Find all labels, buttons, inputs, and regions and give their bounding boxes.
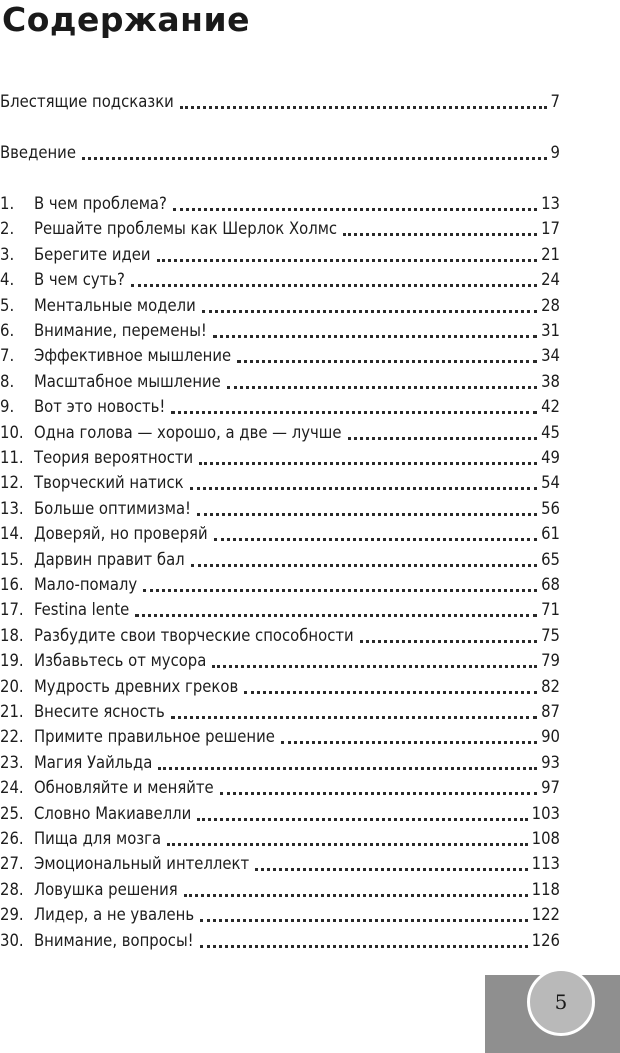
- toc-entry-page: 65: [541, 550, 560, 569]
- toc-entry-title: Внимание, вопросы!: [34, 931, 194, 950]
- toc-entry-number: 5.: [0, 296, 15, 315]
- toc-entry-page: 42: [541, 397, 560, 416]
- toc-entry-page: 79: [541, 651, 560, 670]
- toc-entry-title: Дарвин правит бал: [34, 550, 185, 569]
- toc-entry-title: Внимание, перемены!: [34, 321, 207, 340]
- toc-entry-number: 25.: [0, 804, 24, 823]
- toc-dot-leader: [255, 848, 528, 871]
- toc-entry-page: 87: [541, 702, 560, 721]
- toc-dot-leader: [131, 264, 537, 287]
- toc-entry-page: 45: [541, 423, 560, 442]
- toc-entry-title: Обновляйте и меняйте: [34, 778, 214, 797]
- toc-entry-page: 97: [541, 778, 560, 797]
- toc-dot-leader: [135, 594, 537, 617]
- toc-entry-page: 17: [541, 219, 560, 238]
- toc-entry: [0, 467, 560, 493]
- toc-entry-number: 10.: [0, 423, 24, 442]
- toc-entry-title: Берегите идеи: [34, 245, 151, 264]
- toc-dot-leader: [227, 366, 537, 389]
- toc-entry: [0, 721, 560, 747]
- toc-dot-leader: [237, 340, 537, 363]
- toc-dot-leader: [171, 391, 537, 414]
- toc-entry: [0, 290, 560, 316]
- toc-entry: [0, 86, 560, 112]
- toc-entry: [0, 239, 560, 265]
- toc-entry: [0, 848, 560, 874]
- toc-entry-number: 9.: [0, 397, 15, 416]
- toc-entry-page: 61: [541, 524, 560, 543]
- toc-entry-title: Эффективное мышление: [34, 346, 232, 365]
- toc-entry-number: 15.: [0, 550, 24, 569]
- toc-entry-page: 54: [541, 473, 560, 492]
- toc-entry: [0, 747, 560, 773]
- toc-entry-title: Решайте проблемы как Шерлок Холмс: [34, 219, 338, 238]
- toc-entry-page: 34: [541, 346, 560, 365]
- toc-entry-number: 28.: [0, 880, 24, 899]
- toc-entry: [0, 671, 560, 697]
- toc-entry-number: 12.: [0, 473, 24, 492]
- toc-dot-leader: [202, 290, 537, 313]
- toc-entry-number: 11.: [0, 448, 24, 467]
- toc-dot-leader: [214, 518, 538, 541]
- toc-entry-page: 126: [531, 931, 560, 950]
- toc-entry-title: Одна голова — хорошо, а две — лучше: [34, 423, 342, 442]
- toc-entry: [0, 772, 560, 798]
- toc-entry-number: 16.: [0, 575, 24, 594]
- toc-entry: [0, 315, 560, 341]
- toc-entry-title: В чем проблема?: [34, 194, 167, 213]
- toc-entry-title: Словно Макиавелли: [34, 804, 192, 823]
- toc-entry: [0, 340, 560, 366]
- toc-entry-page: 28: [541, 296, 560, 315]
- toc-dot-leader: [220, 772, 537, 795]
- toc-entry: [0, 391, 560, 417]
- toc-entry: [0, 899, 560, 925]
- toc-dot-leader: [360, 620, 537, 643]
- toc-entry-page: 13: [541, 194, 560, 213]
- toc-entry-number: 18.: [0, 626, 24, 645]
- toc-entry-number: 6.: [0, 321, 15, 340]
- toc-entry-title: Внесите ясность: [34, 702, 165, 721]
- toc-entry-number: 19.: [0, 651, 24, 670]
- toc-entry: [0, 874, 560, 900]
- toc-dot-leader: [199, 442, 537, 465]
- page-title: Содержание: [2, 0, 250, 39]
- toc-entry-title: Масштабное мышление: [34, 372, 221, 391]
- toc-entry-number: 29.: [0, 905, 24, 924]
- toc-dot-leader: [343, 213, 537, 236]
- toc-entry-number: 14.: [0, 524, 24, 543]
- toc-entry-page: 49: [541, 448, 560, 467]
- toc-entry-title: Блестящие подсказки: [0, 92, 174, 111]
- toc-entry-title: Festina lente: [34, 600, 130, 619]
- toc-entry: [0, 696, 560, 722]
- toc-entry-page: 24: [541, 270, 560, 289]
- toc-dot-leader: [171, 696, 537, 719]
- toc-entry: [0, 188, 560, 214]
- toc-entry-page: 75: [541, 626, 560, 645]
- toc-entry-title: Пища для мозга: [34, 829, 162, 848]
- toc-entry-page: 93: [541, 753, 560, 772]
- toc-entry-number: 8.: [0, 372, 15, 391]
- toc-entry: [0, 594, 560, 620]
- toc-dot-leader: [191, 544, 537, 567]
- toc-entry-title: Эмоциональный интеллект: [34, 854, 250, 873]
- toc-entry: [0, 925, 560, 951]
- page-number: 5: [527, 968, 595, 1036]
- toc-entry-title: Примите правильное решение: [34, 727, 275, 746]
- toc-dot-leader: [281, 721, 537, 744]
- toc-entry-number: 30.: [0, 931, 24, 950]
- toc-entry-number: 7.: [0, 346, 15, 365]
- toc-entry-title: Доверяй, но проверяй: [34, 524, 208, 543]
- toc-entry-number: 22.: [0, 727, 24, 746]
- toc-dot-leader: [213, 315, 537, 338]
- toc-entry-title: Магия Уайльда: [34, 753, 153, 772]
- toc-dot-leader: [167, 823, 528, 846]
- toc-entry-number: 1.: [0, 194, 15, 213]
- toc-dot-leader: [157, 239, 538, 262]
- toc-entry-number: 4.: [0, 270, 15, 289]
- toc-entry: [0, 645, 560, 671]
- toc-entry: [0, 798, 560, 824]
- toc-entry-title: Мало-помалу: [34, 575, 138, 594]
- toc-dot-leader: [158, 747, 537, 770]
- toc-entry: [0, 544, 560, 570]
- toc-entry-title: Ментальные модели: [34, 296, 196, 315]
- toc-entry-page: 38: [541, 372, 560, 391]
- toc-entry-number: 27.: [0, 854, 24, 873]
- toc-entry-number: 23.: [0, 753, 24, 772]
- toc-entry-title: Творческий натиск: [34, 473, 184, 492]
- toc-dot-leader: [143, 569, 537, 592]
- toc-entry-page: 68: [541, 575, 560, 594]
- toc-entry-number: 24.: [0, 778, 24, 797]
- toc-entry: [0, 417, 560, 443]
- toc-dot-leader: [82, 137, 547, 160]
- toc-entry-title: Ловушка решения: [34, 880, 178, 899]
- toc-entry-title: Мудрость древних греков: [34, 677, 239, 696]
- toc-entry-page: 21: [541, 245, 560, 264]
- toc-entry-page: 118: [531, 880, 560, 899]
- toc-dot-leader: [184, 874, 528, 897]
- toc-dot-leader: [244, 671, 537, 694]
- toc-entry-number: 20.: [0, 677, 24, 696]
- toc-entry: [0, 518, 560, 544]
- toc-entry-number: 2.: [0, 219, 15, 238]
- toc-entry-page: 31: [541, 321, 560, 340]
- toc-entry: [0, 264, 560, 290]
- toc-entry: [0, 569, 560, 595]
- toc-dot-leader: [212, 645, 537, 668]
- toc-entry-number: 3.: [0, 245, 15, 264]
- toc-entry-title: Теория вероятности: [34, 448, 194, 467]
- toc-entry: [0, 137, 560, 163]
- toc-entry-title: Лидер, а не увалень: [34, 905, 195, 924]
- toc-entry-page: 122: [531, 905, 560, 924]
- toc-entry-page: 9: [550, 143, 560, 162]
- toc-entry-title: Избавьтесь от мусора: [34, 651, 207, 670]
- toc-entry-number: 21.: [0, 702, 24, 721]
- toc-entry-number: 26.: [0, 829, 24, 848]
- toc-dot-leader: [197, 493, 537, 516]
- toc-dot-leader: [180, 86, 547, 109]
- toc-entry-title: Введение: [0, 143, 76, 162]
- toc-entry-number: 17.: [0, 600, 24, 619]
- toc-dot-leader: [190, 467, 538, 490]
- toc-entry-page: 56: [541, 499, 560, 518]
- toc-dot-leader: [200, 899, 528, 922]
- toc-entry-page: 82: [541, 677, 560, 696]
- toc-entry: [0, 442, 560, 468]
- toc-entry: [0, 823, 560, 849]
- toc-entry-number: 13.: [0, 499, 24, 518]
- toc-entry: [0, 620, 560, 646]
- toc-entry-page: 108: [531, 829, 560, 848]
- toc-entry: [0, 493, 560, 519]
- toc-entry-title: Больше оптимизма!: [34, 499, 191, 518]
- toc-dot-leader: [173, 188, 537, 211]
- toc-entry-title: Вот это новость!: [34, 397, 166, 416]
- toc-entry-title: Разбудите свои творческие способности: [34, 626, 354, 645]
- toc-entry: [0, 213, 560, 239]
- toc-dot-leader: [197, 798, 527, 821]
- toc-entry-page: 7: [550, 92, 560, 111]
- toc-entry: [0, 366, 560, 392]
- toc-entry-title: В чем суть?: [34, 270, 125, 289]
- toc-dot-leader: [200, 925, 528, 948]
- toc-entry-page: 113: [531, 854, 560, 873]
- toc-dot-leader: [348, 417, 538, 440]
- toc-entry-page: 103: [531, 804, 560, 823]
- toc-entry-page: 90: [541, 727, 560, 746]
- toc-entry-page: 71: [541, 600, 560, 619]
